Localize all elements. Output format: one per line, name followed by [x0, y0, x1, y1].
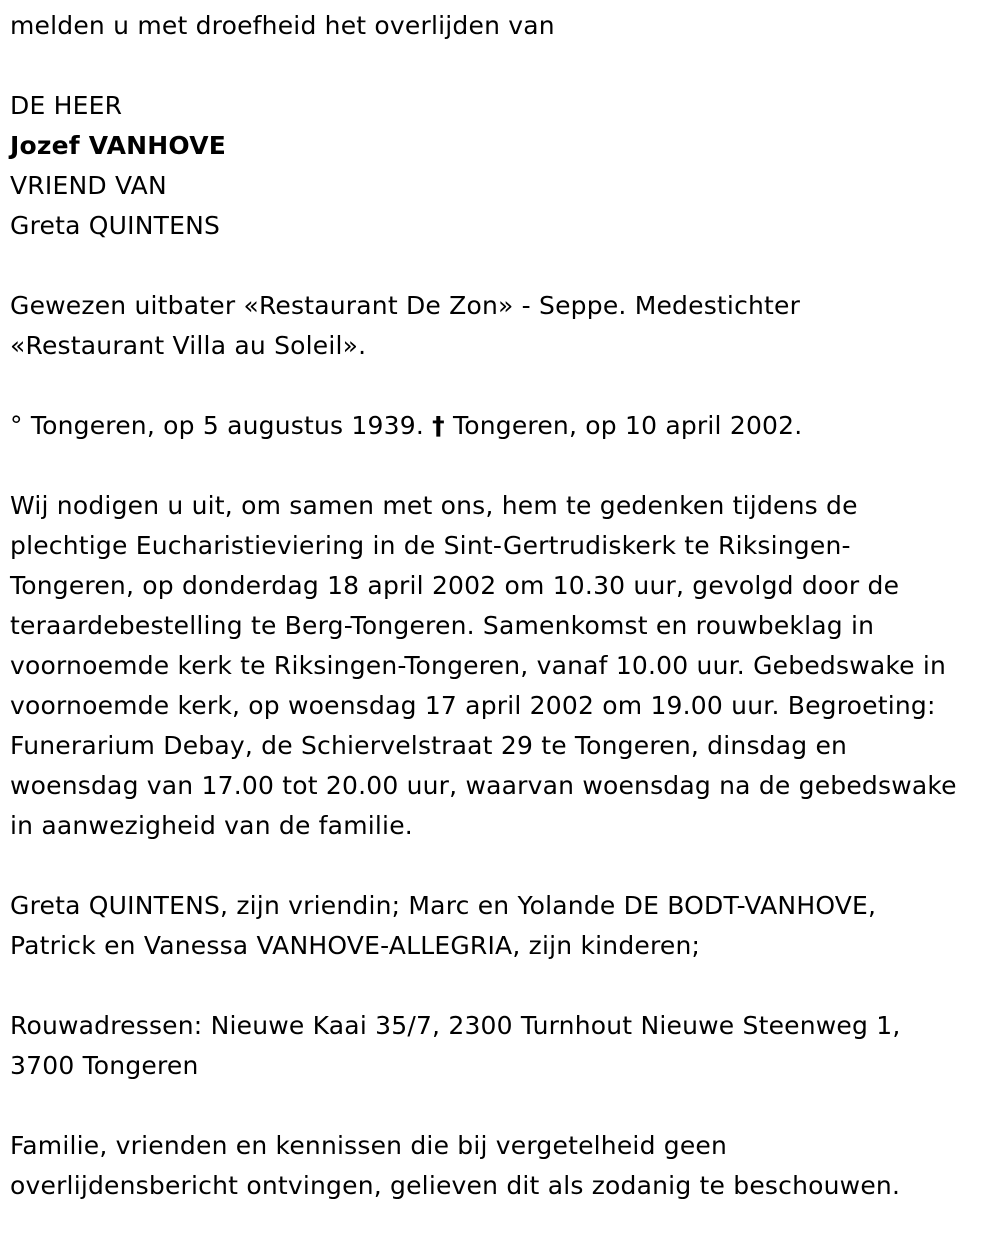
closing-line: Familie, vrienden en kennissen die bij vergetelheid geen	[10, 1131, 728, 1160]
invitation-line: woensdag van 17.00 tot 20.00 uur, waarvan woensdag na de gebedswake	[10, 771, 957, 800]
spacer	[10, 846, 995, 886]
deceased-name: Jozef VANHOVE	[10, 131, 227, 160]
birth-date: Tongeren, op 5 augustus 1939.	[30, 411, 424, 440]
invitation-line: voornoemde kerk, op woensdag 17 april 2002 om 19.00 uur. Begroeting:	[10, 691, 936, 720]
birth-mark: °	[10, 411, 23, 440]
invitation-line: Wij nodigen u uit, om samen met ons, hem te gedenken tijdens de	[10, 491, 858, 520]
invitation-line: voornoemde kerk te Riksingen-Tongeren, vanaf 10.00 uur. Gebedswake in	[10, 651, 947, 680]
family-line: Greta QUINTENS, zijn vriendin; Marc en Yolande DE BODT-VANHOVE,	[10, 891, 877, 920]
spacer	[10, 46, 995, 86]
addresses-paragraph	[10, 1006, 995, 1086]
dates-line	[10, 406, 995, 446]
spacer	[10, 966, 995, 1006]
spacer	[10, 1086, 995, 1126]
family-line: Patrick en Vanessa VANHOVE-ALLEGRIA, zijn kinderen;	[10, 931, 701, 960]
relation-label: VRIEND VAN	[10, 171, 167, 200]
spacer	[10, 446, 995, 486]
closing-paragraph	[10, 1126, 995, 1206]
death-notice	[10, 6, 995, 1206]
family-paragraph	[10, 886, 995, 966]
invitation-line: in aanwezigheid van de familie.	[10, 811, 413, 840]
spacer	[10, 246, 995, 286]
career-line: «Restaurant Villa au Soleil».	[10, 331, 367, 360]
cross-icon: †	[432, 411, 445, 440]
closing-line: overlijdensbericht ontvingen, gelieven dit als zodanig te beschouwen.	[10, 1171, 901, 1200]
invitation-line: Funerarium Debay, de Schiervelstraat 29 te Tongeren, dinsdag en	[10, 731, 848, 760]
spacer	[10, 366, 995, 406]
career-line: Gewezen uitbater «Restaurant De Zon» - Seppe. Medestichter	[10, 291, 801, 320]
career-paragraph	[10, 286, 995, 366]
invitation-paragraph	[10, 486, 995, 846]
invitation-line: Tongeren, op donderdag 18 april 2002 om 10.30 uur, gevolgd door de	[10, 571, 900, 600]
partner-name: Greta QUINTENS	[10, 211, 221, 240]
address-line: 3700 Tongeren	[10, 1051, 199, 1080]
intro-text: melden u met droefheid het overlijden van	[10, 11, 555, 40]
death-date: Tongeren, op 10 april 2002.	[453, 411, 803, 440]
invitation-line: teraardebestelling te Berg-Tongeren. Samenkomst en rouwbeklag in	[10, 611, 875, 640]
invitation-line: plechtige Eucharistieviering in de Sint-Gertrudiskerk te Riksingen-	[10, 531, 851, 560]
address-line: Rouwadressen: Nieuwe Kaai 35/7, 2300 Turnhout Nieuwe Steenweg 1,	[10, 1011, 901, 1040]
honorific: DE HEER	[10, 91, 123, 120]
